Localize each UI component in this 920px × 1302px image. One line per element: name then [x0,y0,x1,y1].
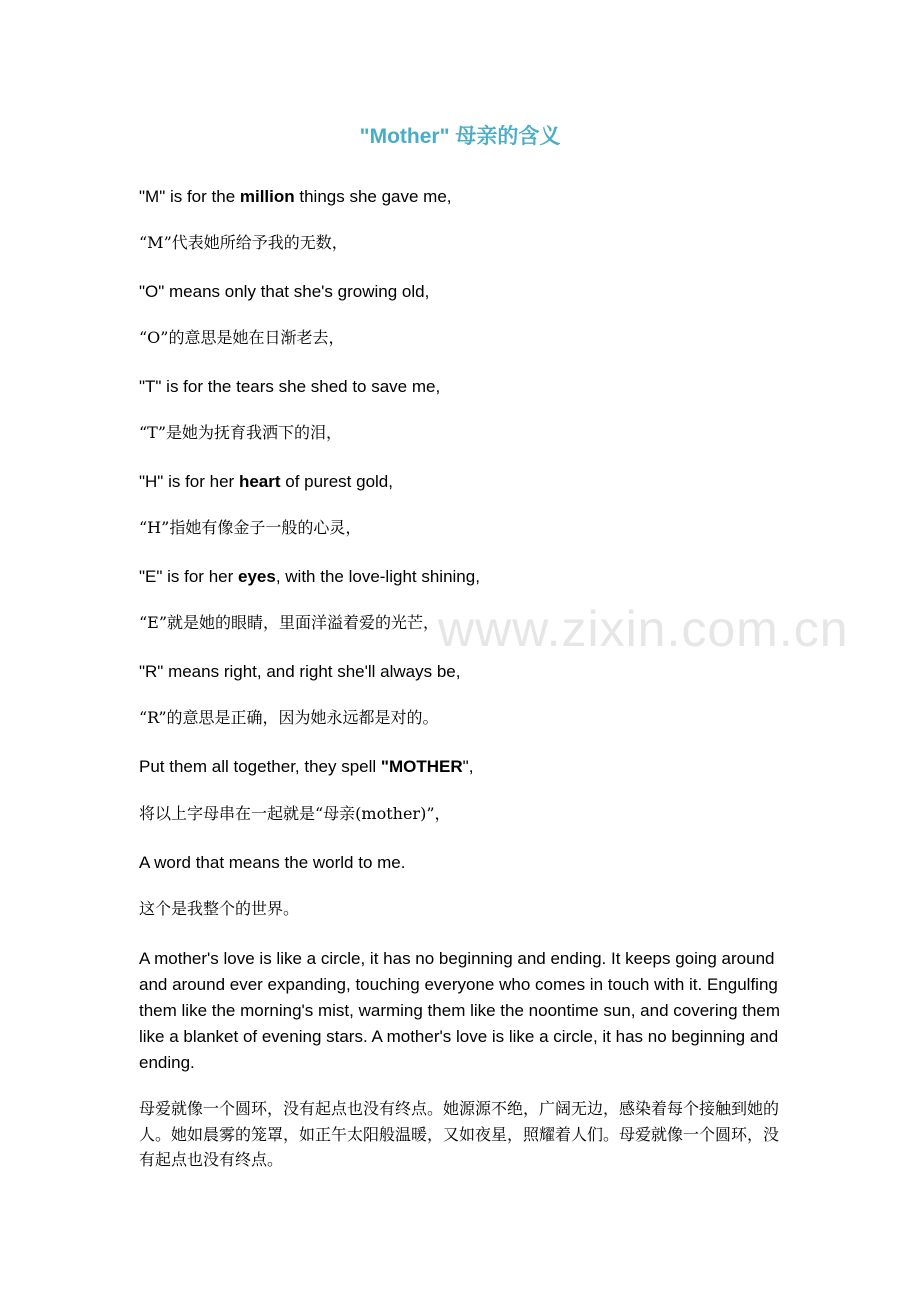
poem-line-t-en: "T" is for the tears she shed to save me, [139,377,441,396]
text-run: of purest gold, [280,472,393,491]
poem-line-h-zh: “H”指她有像金子一般的心灵， [139,518,362,537]
poem-line-e-en [139,566,789,588]
poem-line-t-zh: “T”是她为抚育我洒下的泪， [139,423,343,442]
poem-line-together-en [139,756,789,778]
text-run: ", [462,757,474,776]
text-run: things she gave me, [294,187,452,206]
bold-word: "MOTHER [380,757,463,776]
poem-line-r-zh: “R”的意思是正确，因为她永远都是对的。 [139,708,439,727]
text-run: "M" is for the [139,187,240,206]
text-run: Put them all together, they spell [139,757,381,776]
poem-line-o-zh: “O”的意思是她在日渐老去， [139,328,345,347]
document-title: "Mother" 母亲的含义 [359,125,561,148]
bold-word: million [239,187,295,206]
poem-line-world-en: A word that means the world to me. [139,853,406,872]
poem-line-together-zh: 将以上字母串在一起就是“母亲(mother)”， [139,804,451,823]
bold-word: eyes [238,567,276,586]
poem-line-r-en: "R" means right, and right she'll always be, [139,662,461,681]
text-run: "E" is for her [139,567,238,586]
poem-line-h-en [139,471,789,493]
poem-line-o-en: "O" means only that she's growing old, [139,282,430,301]
watermark: www.zixin.com.cn [438,601,849,657]
poem-line-m-zh: “M”代表她所给予我的无数， [139,233,348,252]
poem-line-world-zh: 这个是我整个的世界。 [139,899,300,918]
text-run: "H" is for her [139,472,239,491]
poem-line-m-en [139,186,789,208]
bold-word: heart [238,472,281,491]
text-run: , with the love-light shining, [275,567,480,586]
paragraph-chinese: 母爱就像一个圆环，没有起点也没有终点。她源源不绝，广阔无边，感染着每个接触到她的人。她如晨雾的笼罩，如正午太阳般温暖，又如夜星，照耀着人们。母爱就像一个圆环，没有起点也没有终点。 [139,1099,780,1169]
paragraph-english: A mother's love is like a circle, it has no beginning and ending. It keeps going around and around ever expanding, touching everyone who comes in touch with it. Engulfing them like the morning's mist, warming them like the noontime sun, and covering them like a blanket of evening stars. A mother's love is like a circle, it has no beginning and ending. [139,949,781,1072]
poem-line-e-zh: “E”就是她的眼睛，里面洋溢着爱的光芒， [139,613,440,632]
